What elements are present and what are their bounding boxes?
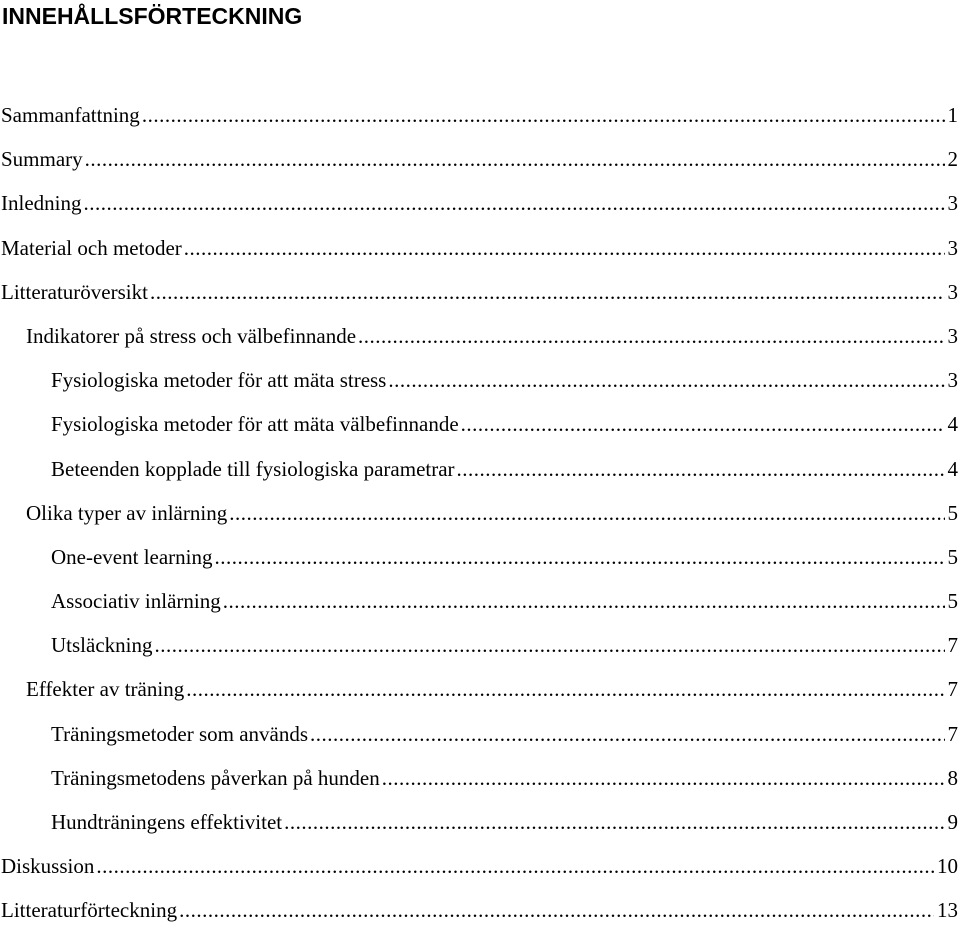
toc-entry-label: Sammanfattning [1,103,140,127]
dot-leader [358,314,944,358]
toc-entry-page-number: 5 [947,544,958,569]
toc-entry-traningsmetoder[interactable] [0,712,960,756]
toc-entry-page-number: 7 [947,721,958,746]
toc-entry-page-number: 3 [947,235,958,260]
dot-leader [310,712,944,756]
toc-entry-page-number: 7 [947,633,958,658]
dot-leader [184,226,945,270]
toc-entry-page-number: 13 [937,898,958,923]
toc-entry-label: Material och metoder [1,235,182,260]
toc-entry-associativ-inlarning[interactable] [0,579,960,623]
toc-entry-page-number: 9 [947,810,958,834]
toc-entry-label: Olika typer av inlärning [26,500,228,525]
toc-entry-page-number: 3 [947,191,958,216]
toc-entry-label: One-event learning [51,544,213,569]
toc-entry-hundtraningens-effektivitet[interactable] [0,800,960,844]
toc-entry-page-number: 5 [947,589,958,614]
toc-entry-page-number: 4 [947,412,958,437]
toc-entry-label: Inledning [1,191,82,216]
dot-leader [382,756,945,800]
dot-leader [85,137,945,181]
toc-entry-page-number: 4 [947,456,958,481]
toc-entry-page-number: 3 [947,368,958,393]
dot-leader [150,270,945,314]
toc-entry-indikatorer[interactable] [0,314,960,358]
dot-leader [229,491,944,535]
dot-leader [186,667,944,711]
dot-leader [96,844,934,888]
toc-entry-diskussion[interactable] [0,844,960,888]
toc-entry-summary[interactable] [0,137,960,181]
toc-entry-beteenden[interactable] [0,447,960,491]
toc-entry-litteraturforteckning[interactable] [0,888,960,932]
toc-entry-label: Litteraturförteckning [1,898,178,923]
dot-leader [83,181,944,225]
toc-entry-litteraturoversikt[interactable] [0,270,960,314]
toc-entry-material-och-metoder[interactable] [0,226,960,270]
toc-entry-label: Diskussion [1,854,95,879]
dot-leader [215,535,945,579]
toc-entry-label: Associativ inlärning [51,589,221,614]
dot-leader [142,93,945,137]
toc-entry-traningsmetodens-paverkan[interactable] [0,756,960,800]
toc-entry-label: Träningsmetodens påverkan på hunden [51,765,380,790]
toc-entry-label: Litteraturöversikt [1,279,148,304]
table-of-contents [0,93,960,933]
toc-entry-page-number: 5 [947,500,958,525]
toc-entry-label: Beteenden kopplade till fysiologiska parametrar [51,456,455,481]
page-title: INNEHÅLLSFÖRTECKNING [2,3,303,29]
toc-entry-page-number: 10 [937,854,958,879]
toc-entry-page-number: 7 [947,677,958,702]
toc-entry-inledning[interactable] [0,181,960,225]
toc-entry-sammanfattning[interactable] [0,93,960,137]
toc-entry-label: Indikatorer på stress och välbefinnande [26,323,357,348]
toc-entry-label: Fysiologiska metoder för att mäta stress [51,368,387,393]
dot-leader [284,800,944,844]
toc-entry-label: Hundträningens effektivitet [51,810,283,834]
dot-leader [461,402,945,446]
dot-leader [179,888,934,932]
toc-entry-label: Träningsmetoder som används [51,721,309,746]
toc-entry-page-number: 1 [947,103,958,127]
toc-entry-fysiologiska-valbefinnande[interactable] [0,402,960,446]
dot-leader [154,623,944,667]
toc-entry-fysiologiska-stress[interactable] [0,358,960,402]
toc-entry-effekter-av-traning[interactable] [0,667,960,711]
toc-entry-one-event-learning[interactable] [0,535,960,579]
toc-entry-page-number: 3 [947,279,958,304]
toc-entry-label: Fysiologiska metoder för att mäta välbefinnande [51,412,459,437]
toc-entry-utslackning[interactable] [0,623,960,667]
toc-entry-page-number: 2 [947,147,958,172]
toc-entry-label: Effekter av träning [26,677,185,702]
dot-leader [388,358,944,402]
toc-entry-page-number: 3 [947,323,958,348]
toc-entry-label: Summary [1,147,83,172]
toc-entry-label: Utsläckning [51,633,153,658]
toc-entry-page-number: 8 [947,765,958,790]
toc-entry-olika-typer[interactable] [0,491,960,535]
dot-leader [457,447,945,491]
dot-leader [223,579,945,623]
